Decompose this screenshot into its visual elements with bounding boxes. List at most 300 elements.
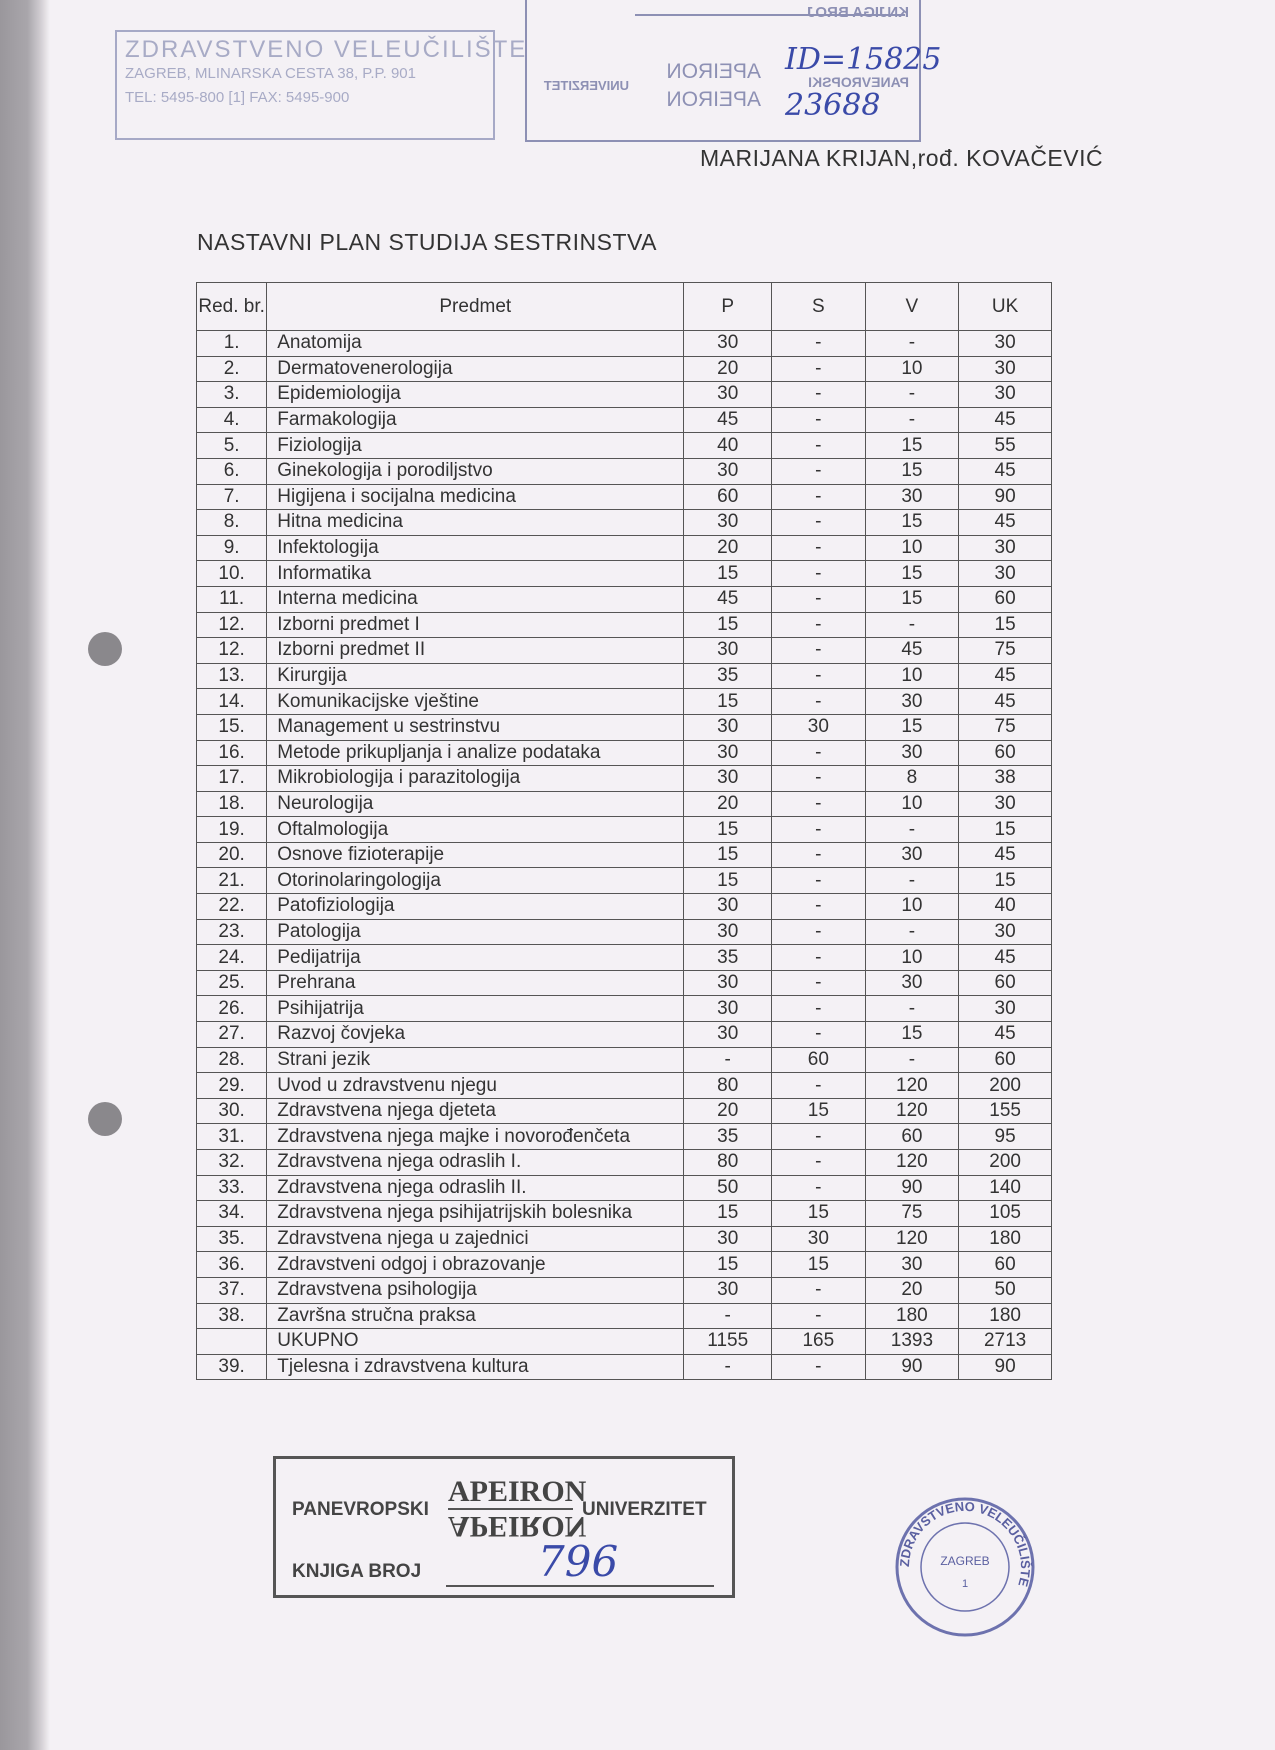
uk-total: 45 — [959, 407, 1052, 433]
p-hours: 20 — [684, 1098, 772, 1124]
stamp-brand-reflection: APEIRON — [448, 1510, 587, 1543]
s-hours: - — [772, 689, 865, 715]
s-hours: - — [772, 945, 865, 971]
p-hours: 30 — [684, 919, 772, 945]
p-hours: 30 — [684, 714, 772, 740]
p-hours: 40 — [684, 433, 772, 459]
p-hours: 30 — [684, 1022, 772, 1048]
s-hours: - — [772, 356, 865, 382]
s-hours: - — [772, 407, 865, 433]
institution-stamp — [115, 30, 528, 140]
p-hours: 80 — [684, 1073, 772, 1099]
table-row — [197, 1226, 1052, 1252]
uk-total: 45 — [959, 689, 1052, 715]
p-hours: 30 — [684, 331, 772, 357]
subject-name: Strani jezik — [267, 1047, 684, 1073]
registry-stamp — [525, 0, 942, 142]
p-hours: 15 — [684, 689, 772, 715]
row-number: 29. — [197, 1073, 267, 1099]
table-row — [197, 510, 1052, 536]
row-number: 15. — [197, 714, 267, 740]
v-hours: 30 — [865, 689, 959, 715]
row-number: 12. — [197, 612, 267, 638]
table-row — [197, 1354, 1052, 1380]
document-title: NASTAVNI PLAN STUDIJA SESTRINSTVA — [197, 229, 657, 255]
table-row — [197, 1073, 1052, 1099]
table-row — [197, 766, 1052, 792]
row-number: 2. — [197, 356, 267, 382]
s-hours: - — [772, 1022, 865, 1048]
table-row — [197, 561, 1052, 587]
s-hours: 15 — [772, 1098, 865, 1124]
uk-total: 45 — [959, 1022, 1052, 1048]
subject-name: Kirurgija — [267, 663, 684, 689]
s-hours: - — [772, 970, 865, 996]
v-hours: 15 — [865, 510, 959, 536]
row-number: 18. — [197, 791, 267, 817]
v-hours: 30 — [865, 484, 959, 510]
p-hours: 80 — [684, 1150, 772, 1176]
v-hours: 90 — [865, 1175, 959, 1201]
handwritten-id: ID=15825 — [785, 42, 942, 77]
curriculum-table — [196, 282, 1052, 1380]
uk-total: 30 — [959, 356, 1052, 382]
row-number: 13. — [197, 663, 267, 689]
subject-name: Anatomija — [267, 331, 684, 357]
uk-total: 90 — [959, 484, 1052, 510]
row-number: 33. — [197, 1175, 267, 1201]
table-row — [197, 842, 1052, 868]
s-hours: - — [772, 1277, 865, 1303]
mirrored-university: UNIVERZITET — [543, 78, 629, 93]
v-hours: 120 — [865, 1098, 959, 1124]
uk-total: 180 — [959, 1226, 1052, 1252]
v-hours: - — [865, 1047, 959, 1073]
uk-total: 30 — [959, 561, 1052, 587]
subject-name: Komunikacijske vještine — [267, 689, 684, 715]
uk-total: 60 — [959, 1047, 1052, 1073]
subject-name: Uvod u zdravstvenu njegu — [267, 1073, 684, 1099]
svg-text:ZDRAVSTVENO VELEUČILIŠTE — [897, 1499, 1033, 1589]
uk-total: 60 — [959, 740, 1052, 766]
uk-total: 50 — [959, 1277, 1052, 1303]
p-hours: 30 — [684, 1226, 772, 1252]
row-number: 17. — [197, 766, 267, 792]
s-hours: - — [772, 1150, 865, 1176]
table-row — [197, 1277, 1052, 1303]
subject-name: Zdravstvena njega odraslih I. — [267, 1150, 684, 1176]
p-hours: 60 — [684, 484, 772, 510]
uk-total: 15 — [959, 868, 1052, 894]
subject-name: Zdravstvena njega odraslih II. — [267, 1175, 684, 1201]
subject-name: Ginekologija i porodiljstvo — [267, 458, 684, 484]
mirrored-panevropski: PANEVROPSKI — [808, 74, 909, 90]
s-hours: - — [772, 331, 865, 357]
p-hours: - — [684, 1047, 772, 1073]
row-number: 31. — [197, 1124, 267, 1150]
table-row — [197, 817, 1052, 843]
subject-name: Infektologija — [267, 535, 684, 561]
row-number: 20. — [197, 842, 267, 868]
row-number: 4. — [197, 407, 267, 433]
header-s: S — [772, 283, 865, 331]
table-row — [197, 1329, 1052, 1355]
stamp-line-3: TEL: 5495-800 [1] FAX: 5495-900 — [125, 89, 350, 106]
subject-name: Izborni predmet I — [267, 612, 684, 638]
s-hours: - — [772, 612, 865, 638]
row-number: 37. — [197, 1277, 267, 1303]
row-number: 25. — [197, 970, 267, 996]
row-number: 22. — [197, 894, 267, 920]
s-hours: - — [772, 663, 865, 689]
seal-city: ZAGREB — [940, 1554, 990, 1568]
row-number: 24. — [197, 945, 267, 971]
s-hours: 30 — [772, 1226, 865, 1252]
p-hours: - — [684, 1303, 772, 1329]
uk-total: 180 — [959, 1303, 1052, 1329]
row-number: 34. — [197, 1201, 267, 1227]
row-number: 7. — [197, 484, 267, 510]
p-hours: 50 — [684, 1175, 772, 1201]
s-hours: - — [772, 740, 865, 766]
uk-total: 30 — [959, 919, 1052, 945]
uk-total: 45 — [959, 945, 1052, 971]
v-hours: 15 — [865, 1022, 959, 1048]
p-hours: 20 — [684, 535, 772, 561]
table-row — [197, 663, 1052, 689]
v-hours: 120 — [865, 1073, 959, 1099]
row-number: 14. — [197, 689, 267, 715]
s-hours: - — [772, 510, 865, 536]
table-row — [197, 407, 1052, 433]
uk-total: 30 — [959, 996, 1052, 1022]
uk-total: 75 — [959, 638, 1052, 664]
s-hours: - — [772, 791, 865, 817]
table-row — [197, 331, 1052, 357]
row-number: 8. — [197, 510, 267, 536]
subject-name: Zdravstvena njega psihijatrijskih bolesnika — [267, 1201, 684, 1227]
s-hours: - — [772, 919, 865, 945]
v-hours: 10 — [865, 535, 959, 561]
p-hours: 15 — [684, 561, 772, 587]
s-hours: - — [772, 1124, 865, 1150]
p-hours: 30 — [684, 740, 772, 766]
row-number: 26. — [197, 996, 267, 1022]
university-book-stamp — [273, 1456, 735, 1598]
s-hours: - — [772, 1073, 865, 1099]
v-hours: 60 — [865, 1124, 959, 1150]
row-number: 16. — [197, 740, 267, 766]
subject-name: Oftalmologija — [267, 817, 684, 843]
table-row — [197, 689, 1052, 715]
student-name: MARIJANA KRIJAN,rođ. KOVAČEVIĆ — [700, 145, 1104, 171]
uk-total: 40 — [959, 894, 1052, 920]
subject-name: Psihijatrija — [267, 996, 684, 1022]
v-hours: - — [865, 331, 959, 357]
row-number: 19. — [197, 817, 267, 843]
stamp-univerzitet: UNIVERZITET — [582, 1499, 707, 1520]
subject-name: Interna medicina — [267, 586, 684, 612]
header-no: Red. br. — [197, 283, 267, 331]
uk-total: 30 — [959, 791, 1052, 817]
p-hours: 35 — [684, 663, 772, 689]
subject-name: Dermatovenerologija — [267, 356, 684, 382]
p-hours: 20 — [684, 791, 772, 817]
table-row — [197, 382, 1052, 408]
stamp-book-label: KNJIGA BROJ — [292, 1561, 422, 1582]
p-hours: 30 — [684, 458, 772, 484]
header-v: V — [865, 283, 959, 331]
p-hours: 45 — [684, 407, 772, 433]
s-hours: 60 — [772, 1047, 865, 1073]
row-number: 27. — [197, 1022, 267, 1048]
s-hours: 15 — [772, 1252, 865, 1278]
row-number: 9. — [197, 535, 267, 561]
subject-name: Osnove fizioterapije — [267, 842, 684, 868]
seal-ring-text: ZDRAVSTVENO VELEUČILIŠTE — [896, 1498, 1034, 1589]
row-number: 23. — [197, 919, 267, 945]
uk-total: 60 — [959, 586, 1052, 612]
p-hours: 20 — [684, 356, 772, 382]
stamp-brand: APEIRON — [448, 1475, 587, 1508]
table-row — [197, 791, 1052, 817]
row-number: 5. — [197, 433, 267, 459]
header-p: P — [684, 283, 772, 331]
table-row — [197, 433, 1052, 459]
v-hours: 20 — [865, 1277, 959, 1303]
s-hours: - — [772, 638, 865, 664]
subject-name: Pedijatrija — [267, 945, 684, 971]
v-hours: - — [865, 382, 959, 408]
s-hours: - — [772, 842, 865, 868]
table-row — [197, 356, 1052, 382]
p-hours: 30 — [684, 510, 772, 536]
table-row — [197, 1098, 1052, 1124]
row-number — [197, 1329, 267, 1355]
v-hours: 15 — [865, 458, 959, 484]
table-row — [197, 1022, 1052, 1048]
uk-total: 45 — [959, 458, 1052, 484]
v-hours: 10 — [865, 791, 959, 817]
table-row — [197, 586, 1052, 612]
uk-total: 2713 — [959, 1329, 1052, 1355]
uk-total: 60 — [959, 1252, 1052, 1278]
subject-name: Epidemiologija — [267, 382, 684, 408]
subject-name: Tjelesna i zdravstvena kultura — [267, 1354, 684, 1380]
p-hours: 15 — [684, 842, 772, 868]
row-number: 30. — [197, 1098, 267, 1124]
p-hours: 15 — [684, 868, 772, 894]
handwritten-number: 23688 — [785, 88, 881, 123]
table-row — [197, 945, 1052, 971]
s-hours: - — [772, 1303, 865, 1329]
v-hours: - — [865, 612, 959, 638]
row-number: 21. — [197, 868, 267, 894]
uk-total: 15 — [959, 817, 1052, 843]
s-hours: - — [772, 382, 865, 408]
v-hours: 90 — [865, 1354, 959, 1380]
subject-name: UKUPNO — [267, 1329, 684, 1355]
row-number: 10. — [197, 561, 267, 587]
uk-total: 30 — [959, 535, 1052, 561]
row-number: 32. — [197, 1150, 267, 1176]
uk-total: 38 — [959, 766, 1052, 792]
subject-name: Management u sestrinstvu — [267, 714, 684, 740]
s-hours: - — [772, 894, 865, 920]
table-row — [197, 484, 1052, 510]
mirrored-book-label: KNJIGA BROJ — [807, 4, 909, 21]
uk-total: 30 — [959, 331, 1052, 357]
table-row — [197, 740, 1052, 766]
v-hours: 15 — [865, 714, 959, 740]
uk-total: 90 — [959, 1354, 1052, 1380]
table-row — [197, 714, 1052, 740]
p-hours: 35 — [684, 945, 772, 971]
uk-total: 55 — [959, 433, 1052, 459]
uk-total: 30 — [959, 382, 1052, 408]
row-number: 35. — [197, 1226, 267, 1252]
s-hours: - — [772, 996, 865, 1022]
uk-total: 45 — [959, 842, 1052, 868]
uk-total: 200 — [959, 1073, 1052, 1099]
subject-name: Prehrana — [267, 970, 684, 996]
uk-total: 45 — [959, 510, 1052, 536]
subject-name: Zdravstvena psihologija — [267, 1277, 684, 1303]
s-hours: - — [772, 868, 865, 894]
s-hours: - — [772, 766, 865, 792]
s-hours: - — [772, 535, 865, 561]
subject-name: Zdravstveni odgoj i obrazovanje — [267, 1252, 684, 1278]
row-number: 3. — [197, 382, 267, 408]
p-hours: 30 — [684, 1277, 772, 1303]
table-row — [197, 535, 1052, 561]
s-hours: 30 — [772, 714, 865, 740]
table-row — [197, 612, 1052, 638]
s-hours: - — [772, 561, 865, 587]
table-row — [197, 996, 1052, 1022]
round-seal — [893, 1495, 1037, 1639]
p-hours: 30 — [684, 638, 772, 664]
scan-left-edge — [0, 0, 50, 1750]
v-hours: - — [865, 868, 959, 894]
table-row — [197, 458, 1052, 484]
row-number: 6. — [197, 458, 267, 484]
v-hours: - — [865, 407, 959, 433]
s-hours: - — [772, 484, 865, 510]
uk-total: 15 — [959, 612, 1052, 638]
p-hours: - — [684, 1354, 772, 1380]
uk-total: 155 — [959, 1098, 1052, 1124]
subject-name: Otorinolaringologija — [267, 868, 684, 894]
subject-name: Higijena i socijalna medicina — [267, 484, 684, 510]
s-hours: 165 — [772, 1329, 865, 1355]
table-row — [197, 1124, 1052, 1150]
v-hours: 30 — [865, 842, 959, 868]
p-hours: 15 — [684, 817, 772, 843]
table-row — [197, 638, 1052, 664]
s-hours: - — [772, 1354, 865, 1380]
subject-name: Mikrobiologija i parazitologija — [267, 766, 684, 792]
table-row — [197, 1303, 1052, 1329]
s-hours: - — [772, 817, 865, 843]
table-row — [197, 1201, 1052, 1227]
stamp-line-2: ZAGREB, MLINARSKA CESTA 38, P.P. 901 — [125, 65, 416, 82]
subject-name: Završna stručna praksa — [267, 1303, 684, 1329]
v-hours: 15 — [865, 586, 959, 612]
v-hours: 75 — [865, 1201, 959, 1227]
v-hours: 10 — [865, 663, 959, 689]
s-hours: 15 — [772, 1201, 865, 1227]
table-row — [197, 1252, 1052, 1278]
v-hours: 120 — [865, 1226, 959, 1252]
v-hours: 45 — [865, 638, 959, 664]
table-row — [197, 1150, 1052, 1176]
subject-name: Hitna medicina — [267, 510, 684, 536]
subject-name: Neurologija — [267, 791, 684, 817]
subject-name: Zdravstvena njega u zajednici — [267, 1226, 684, 1252]
p-hours: 45 — [684, 586, 772, 612]
subject-name: Metode prikupljanja i analize podataka — [267, 740, 684, 766]
seal-number: 1 — [961, 1578, 969, 1590]
subject-name: Patofiziologija — [267, 894, 684, 920]
punch-hole — [88, 1102, 122, 1136]
p-hours: 30 — [684, 766, 772, 792]
row-number: 39. — [197, 1354, 267, 1380]
stamp-line-1: ZDRAVSTVENO VELEUČILIŠTE — [125, 36, 528, 63]
row-number: 12. — [197, 638, 267, 664]
row-number: 38. — [197, 1303, 267, 1329]
stamp-panevropski: PANEVROPSKI — [292, 1499, 429, 1520]
uk-total: 45 — [959, 663, 1052, 689]
v-hours: 10 — [865, 356, 959, 382]
p-hours: 35 — [684, 1124, 772, 1150]
subject-name: Zdravstvena njega majke i novorođenčeta — [267, 1124, 684, 1150]
table-row — [197, 919, 1052, 945]
mirrored-brand: APEIRON — [666, 60, 761, 83]
subject-name: Zdravstvena njega djeteta — [267, 1098, 684, 1124]
p-hours: 15 — [684, 1201, 772, 1227]
subject-name: Farmakologija — [267, 407, 684, 433]
v-hours: 120 — [865, 1150, 959, 1176]
v-hours: 30 — [865, 740, 959, 766]
subject-name: Razvoj čovjeka — [267, 1022, 684, 1048]
row-number: 36. — [197, 1252, 267, 1278]
v-hours: 30 — [865, 970, 959, 996]
p-hours: 15 — [684, 1252, 772, 1278]
uk-total: 95 — [959, 1124, 1052, 1150]
punch-hole — [88, 632, 122, 666]
header-uk: UK — [959, 283, 1052, 331]
p-hours: 15 — [684, 612, 772, 638]
s-hours: - — [772, 433, 865, 459]
v-hours: 1393 — [865, 1329, 959, 1355]
row-number: 28. — [197, 1047, 267, 1073]
p-hours: 30 — [684, 382, 772, 408]
v-hours: 10 — [865, 894, 959, 920]
v-hours: 180 — [865, 1303, 959, 1329]
uk-total: 140 — [959, 1175, 1052, 1201]
v-hours: 15 — [865, 561, 959, 587]
v-hours: 30 — [865, 1252, 959, 1278]
subject-name: Informatika — [267, 561, 684, 587]
table-row — [197, 970, 1052, 996]
table-row — [197, 868, 1052, 894]
p-hours: 1155 — [684, 1329, 772, 1355]
subject-name: Patologija — [267, 919, 684, 945]
v-hours: - — [865, 919, 959, 945]
table-row — [197, 1047, 1052, 1073]
mirrored-brand-lower: APEIRON — [666, 88, 761, 111]
